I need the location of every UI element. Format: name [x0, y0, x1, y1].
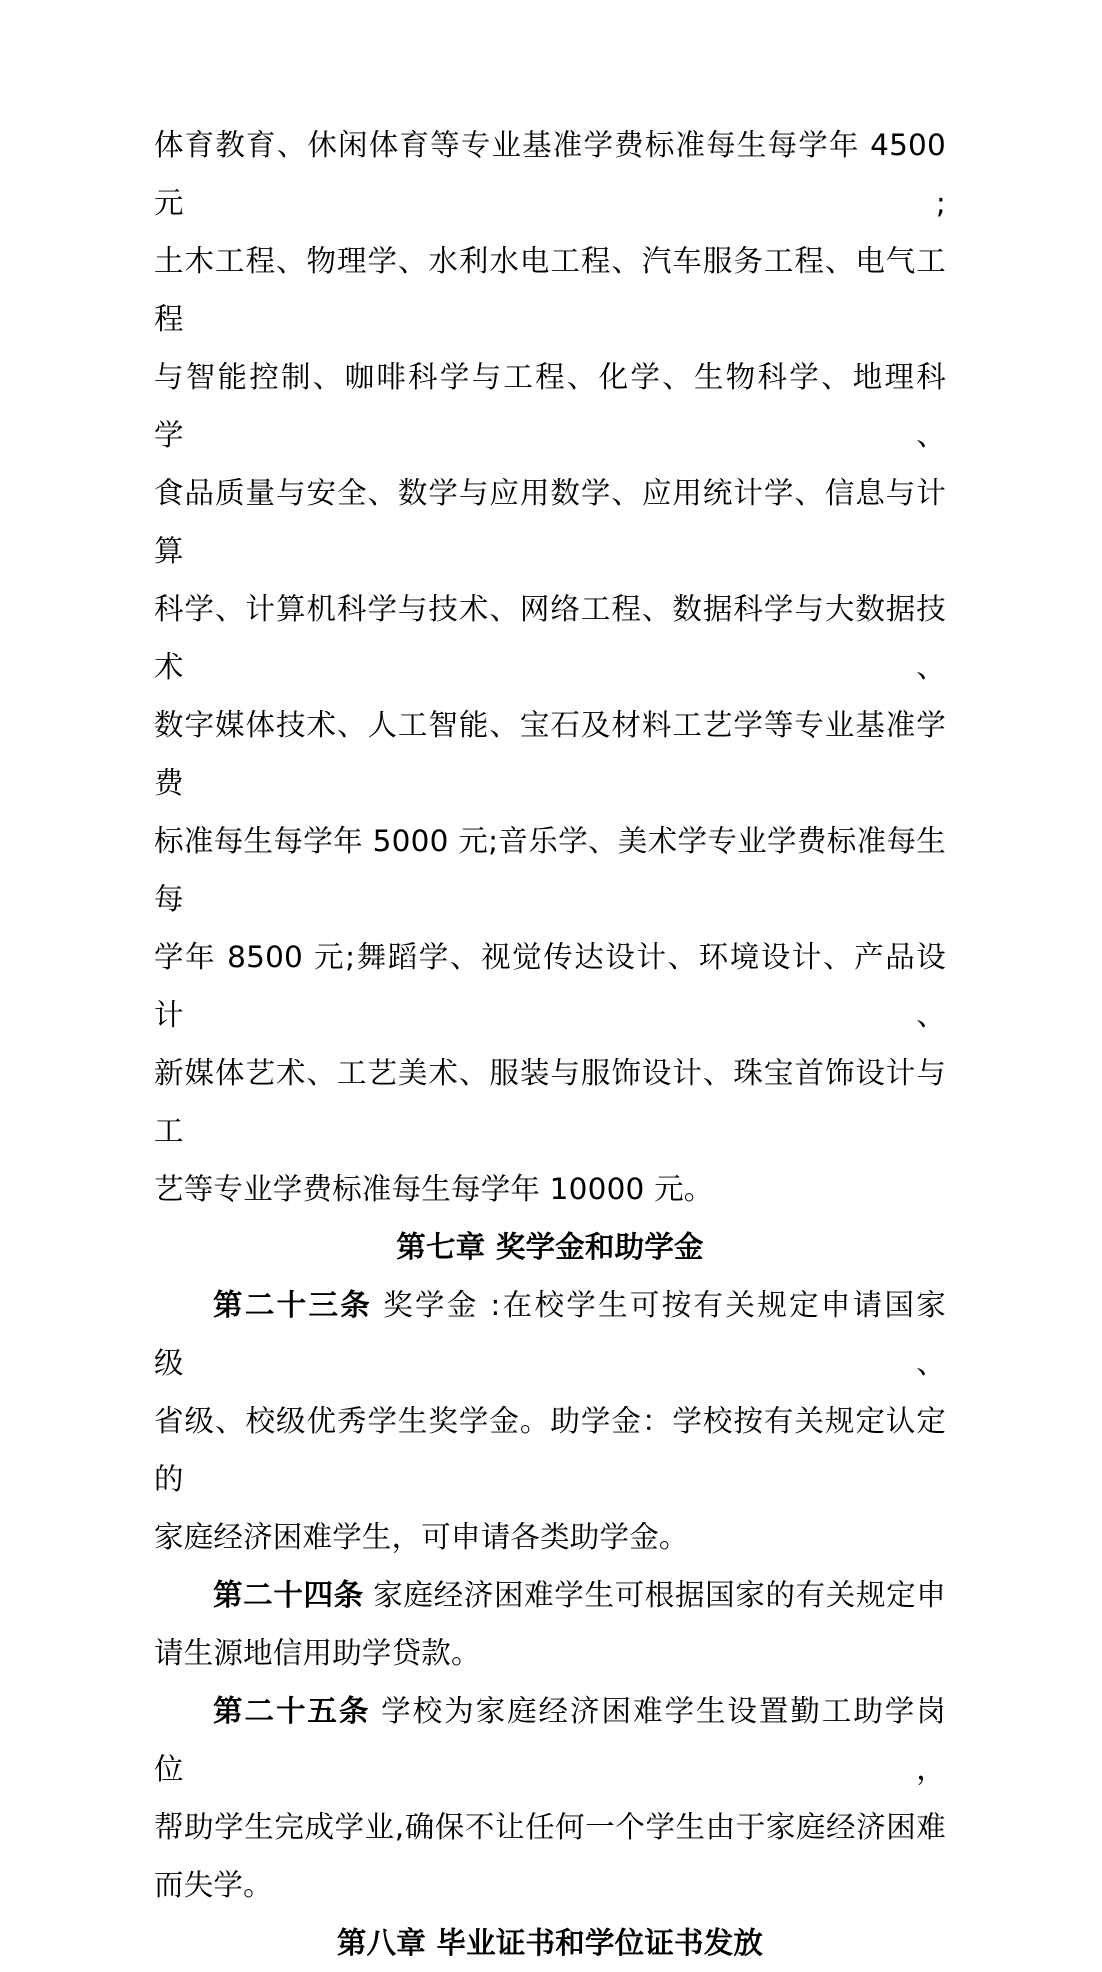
paragraph-line: 艺等专业学费标准每生每学年 10000 元。	[154, 1172, 714, 1206]
chapter-heading-seven: 第七章 奖学金和助学金	[396, 1230, 704, 1264]
article-twenty-five	[154, 1682, 946, 1914]
paragraph-line: 科学、计算机科学与技术、网络工程、数据科学与大数据技术、	[154, 592, 946, 684]
paragraph-line: 土木工程、物理学、水利水电工程、汽车服务工程、电气工程	[154, 244, 946, 336]
article-line: 省级、校级优秀学生奖学金。助学金：学校按有关规定认定的	[154, 1404, 946, 1496]
article-line: 而失学。	[154, 1868, 273, 1902]
paragraph-line: 标准每生每学年 5000 元;音乐学、美术学专业学费标准每生每	[154, 824, 946, 916]
paragraph-line: 新媒体艺术、工艺美术、服装与服饰设计、珠宝首饰设计与工	[154, 1056, 946, 1148]
article-number: 第二十五条	[213, 1694, 371, 1728]
article-first-line	[154, 1566, 946, 1624]
document-text-body	[154, 116, 946, 1972]
article-number: 第二十四条	[213, 1578, 364, 1612]
article-number: 第二十三条	[213, 1288, 373, 1322]
article-line-text: 奖学金 :在校学生可按有关规定申请国家级、	[154, 1288, 946, 1380]
article-line: 帮助学生完成学业,确保不让任何一个学生由于家庭经济困难	[154, 1810, 946, 1844]
article-line: 请生源地信用助学贷款。	[154, 1636, 481, 1670]
paragraph-tuition-standards	[154, 116, 946, 1218]
paragraph-line: 学年 8500 元;舞蹈学、视觉传达设计、环境设计、产品设计、	[154, 940, 946, 1032]
article-line-text: 学校为家庭经济困难学生设置勤工助学岗位，	[154, 1694, 946, 1786]
paragraph-line: 数字媒体技术、人工智能、宝石及材料工艺学等专业基准学费	[154, 708, 946, 800]
article-first-line	[154, 1682, 946, 1798]
article-twenty-three	[154, 1276, 946, 1566]
article-line: 家庭经济困难学生，可申请各类助学金。	[154, 1520, 689, 1554]
paragraph-line: 与智能控制、咖啡科学与工程、化学、生物科学、地理科学、	[154, 360, 946, 452]
article-twenty-four	[154, 1566, 946, 1682]
paragraph-line: 体育教育、休闲体育等专业基准学费标准每生每学年 4500 元;	[154, 128, 946, 220]
article-line-text: 家庭经济困难学生可根据国家的有关规定申	[372, 1578, 946, 1612]
chapter-heading-eight: 第八章 毕业证书和学位证书发放	[336, 1926, 764, 1960]
paragraph-line: 食品质量与安全、数学与应用数学、应用统计学、信息与计算	[154, 476, 946, 568]
article-first-line	[154, 1276, 946, 1392]
